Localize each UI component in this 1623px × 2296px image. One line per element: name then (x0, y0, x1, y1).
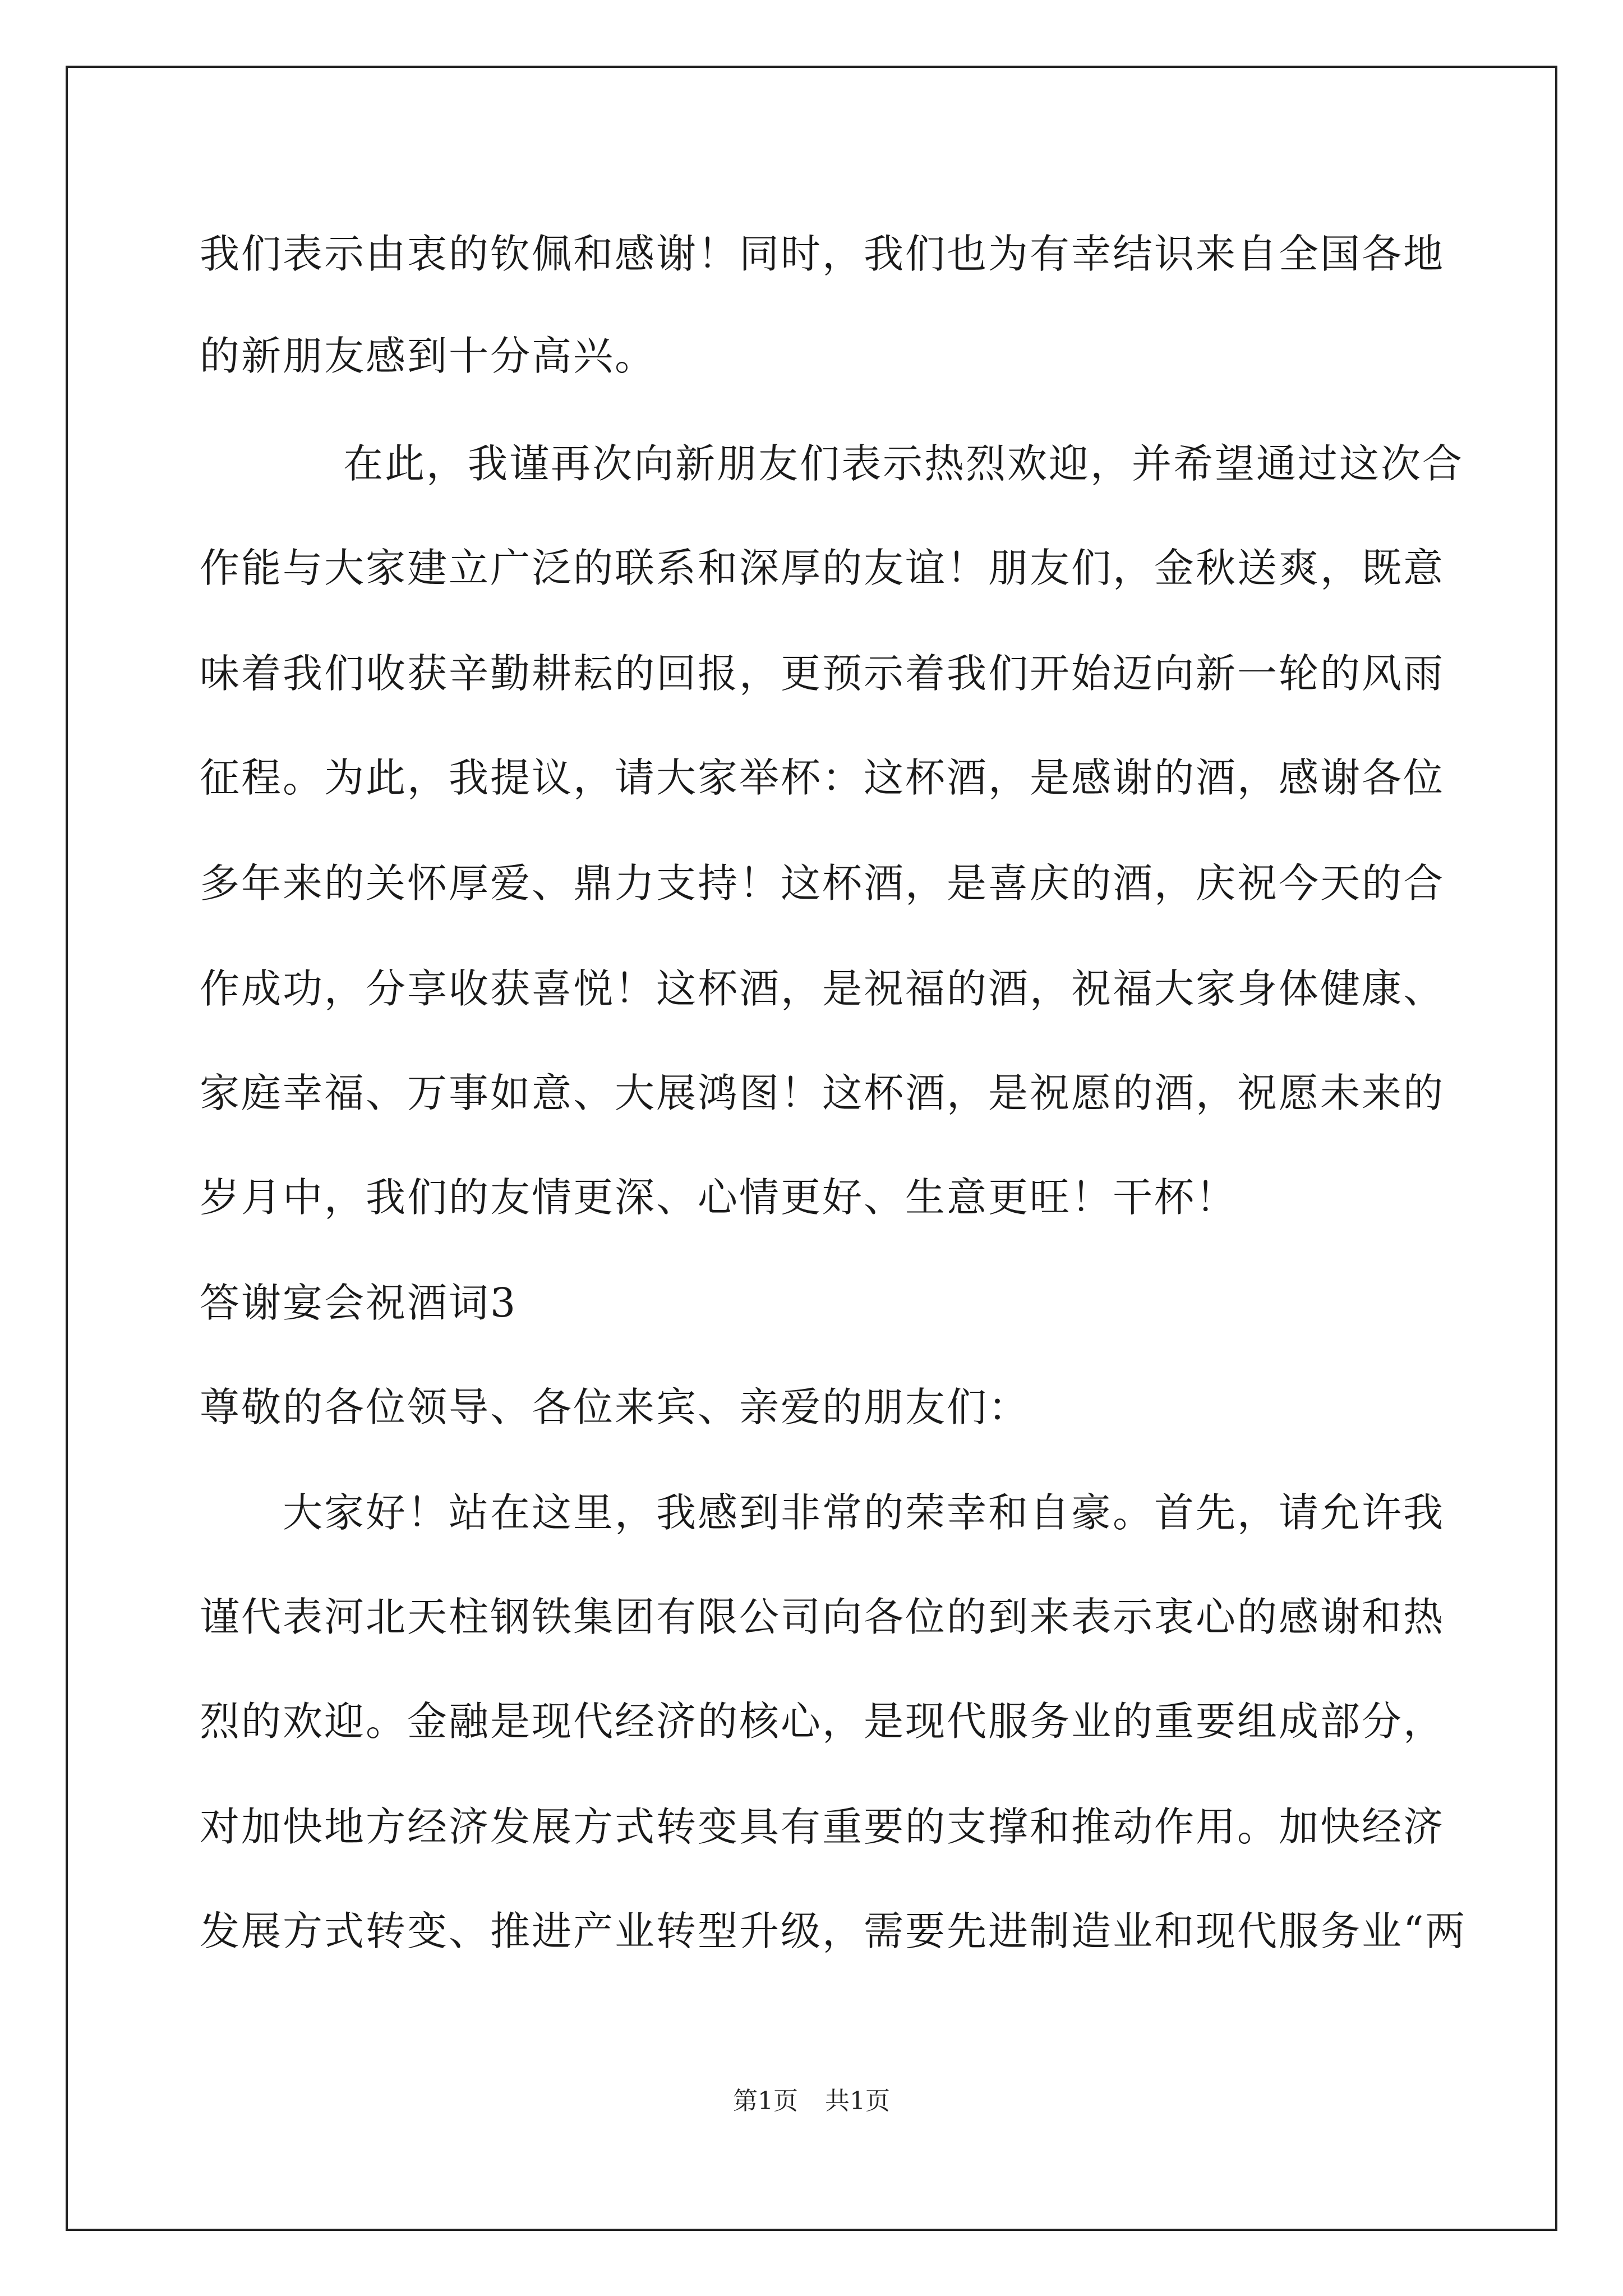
text-line: 征程。为此，我提议，请大家举杯：这杯酒，是感谢的酒，感谢各位 (200, 754, 1445, 801)
text-line: 烈的欢迎。金融是现代经济的核心，是现代服务业的重要组成部分， (200, 1698, 1445, 1745)
text-line: 我们表示由衷的钦佩和感谢！同时，我们也为有幸结识来自全国各地 (200, 231, 1445, 277)
text-line: 作成功，分享收获喜悦！这杯酒，是祝福的酒，祝福大家身体健康、 (200, 965, 1445, 1012)
section-heading: 答谢宴会祝酒词3 (200, 1280, 518, 1326)
text-line: 的新朋友感到十分高兴。 (200, 333, 657, 379)
page-footer (0, 2085, 1623, 2118)
text-line: 发展方式转变、推进产业转型升级，需要先进制造业和现代服务业“两 (200, 1908, 1467, 1954)
paragraph-first-line: 大家好！站在这里，我感到非常的荣幸和自豪。首先，请允许我 (283, 1489, 1445, 1536)
text-line: 作能与大家建立广泛的联系和深厚的友谊！朋友们，金秋送爽，既意 (200, 545, 1445, 591)
page-total: 共1页 (825, 2087, 890, 2115)
text-line: 多年来的关怀厚爱、鼎力支持！这杯酒，是喜庆的酒，庆祝今天的合 (200, 860, 1445, 907)
text-line: 对加快地方经济发展方式转变具有重要的支撑和推动作用。加快经济 (200, 1803, 1445, 1850)
paragraph-first-line: 在此，我谨再次向新朋友们表示热烈欢迎，并希望通过这次合 (343, 440, 1464, 487)
salutation: 尊敬的各位领导、各位来宾、亲爱的朋友们： (200, 1384, 1030, 1430)
text-line: 味着我们收获辛勤耕耘的回报，更预示着我们开始迈向新一轮的风雨 (200, 650, 1445, 697)
text-line: 家庭幸福、万事如意、大展鸿图！这杯酒，是祝愿的酒，祝愿未来的 (200, 1070, 1445, 1116)
text-line: 岁月中，我们的友情更深、心情更好、生意更旺！干杯！ (200, 1174, 1238, 1221)
text-line: 谨代表河北天柱钢铁集团有限公司向各位的到来表示衷心的感谢和热 (200, 1594, 1445, 1640)
page-number: 第1页 (733, 2087, 798, 2115)
